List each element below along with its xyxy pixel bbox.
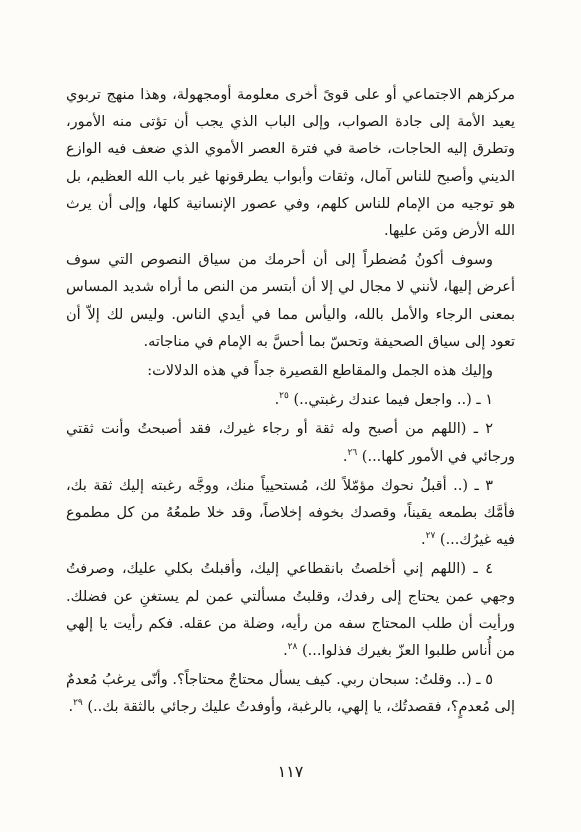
quote-item-3: ٣ ـ (.. أقبلُ نحوك مؤمّلاً لك، مُستحيياً منك، ووجَّه رغبته إليك ثقة بك، فأمَّك بطمعه يقيناً، وقصدك بخوفه إخلاصاً، وقد خلا طمعُهُ من كل مطموع فيه غيرُك...) $^{٢٧}$. — [66, 477, 515, 549]
footnote-marker: ٢٥ — [279, 391, 289, 402]
paragraph-text: وإليك هذه الجمل والمقاطع القصيرة جداً في هذه الدلالات: — [147, 363, 493, 380]
quote-text: ٣ ـ (.. أقبلُ نحوك مؤمّلاً لك، مُستحيياً منك، ووجَّه رغبته إليك ثقة بك، فأمَّك بطمعه يقيناً، وقصدك بخوفه إخلاصاً، وقد خلا طمعُهُ من كل مطموع فيه غيرُك...) — [66, 477, 515, 549]
quote-text: ٤ ـ (اللهم إني أخلصتُ بانقطاعي إليك، وأقبلتُ بكلي عليك، وصرفتُ وجهي عمن يحتاج إلى رفدك، وقلبتُ مسألتي عمن لم يستغنِ عن فضلك. ورأيت أن طلب المحتاج سفه من رأيه، وضلة من عقله. فكم رأيت يا إلهي من أُناس طلبوا العزّ بغيرك فذلوا...) — [66, 561, 515, 660]
quote-text: ٢ ـ (اللهم من أصبح وله ثقة أو رجاء غيرك، فقد أصبحتُ وأنت ثقتي ورجائي في الأمور كلها...) — [66, 421, 515, 465]
quote-item-2: ٢ ـ (اللهم من أصبح وله ثقة أو رجاء غيرك، فقد أصبحتُ وأنت ثقتي ورجائي في الأمور كلها...) $^{٢٦}$. — [66, 421, 515, 465]
paragraph-lead-in — [66, 358, 515, 385]
quote-text: ٥ ـ (.. وقلتُ: سبحان ربي. كيف يسأل محتاجٌ محتاجاً؟. وأنّى يرغبُ مُعدمٌ إلى مُعدمٍ؟، فقصدتُك، يا إلهي، بالرغبة، وأوفدتُ عليك رجائي بالثقة بك..) — [66, 672, 515, 716]
quote-item-1: ١ ـ (.. واجعل فيما عندك رغبتي..) $^{٢٥}$. — [274, 391, 493, 409]
footnote-marker: ٢٦ — [347, 447, 358, 458]
footnote-marker: ٢٧ — [425, 531, 436, 542]
paragraph-intro — [66, 82, 515, 245]
footnote-marker: ٢٩ — [73, 698, 83, 709]
page-number: ١١٧ — [277, 762, 304, 781]
paragraph-text: مركزهم الاجتماعي أو على قوىً أخرى معلومة أومجهولة، وهذا منهج تربوي يعيد الأمة إلى جادة الصواب، وإلى الباب الذي يجب أن تؤتى منه الأمور، وتطرق إليه الحاجات، خاصة في فترة العصر الأموي الذي ضعف فيه الوازع الديني وأصبح للناس آمال، وثقات وأبواب يطرقونها غير باب الله العظيم، بل هو توجيه من الإمام للناس كلهم، وفي عصور الإنسانية كلها، وإلى أن يرث الله الأرض ومَن عليها. — [66, 87, 515, 240]
quote-item-5: ٥ ـ (.. وقلتُ: سبحان ربي. كيف يسأل محتاجٌ محتاجاً؟. وأنّى يرغبُ مُعدمٌ إلى مُعدمٍ؟، فقصدتُك، يا إلهي، بالرغبة، وأوفدتُ عليك رجائي بالثقة بك..) $^{٢٩}$. — [66, 672, 515, 716]
paragraph-text: وسوف أكونُ مُضطراً إلى أن أحرمك من سياق النصوص التي سوف أعرض إليها، لأنني لا مجال لي إلا أن أبتسر من النص ما أراه شديد المساس بمعنى الرجاء والأمل بالله، واليأس مما في أيدي الناس. وليس لك إلاّ أن تعود إلى سياق الصحيفة وتحسّ بما أحسَّ به الإمام في مناجاته. — [66, 252, 515, 350]
paragraph-author-note — [66, 247, 515, 356]
footnote-marker: ٢٨ — [287, 642, 298, 653]
quote-item-4: ٤ ـ (اللهم إني أخلصتُ بانقطاعي إليك، وأقبلتُ بكلي عليك، وصرفتُ وجهي عمن يحتاج إلى رفدك، وقلبتُ مسألتي عمن لم يستغنِ عن فضلك. ورأيت أن طلب المحتاج سفه من رأيه، وضلة من عقله. فكم رأيت يا إلهي من أُناس طلبوا العزّ بغيرك فذلوا...) $^{٢٨}$. — [66, 561, 515, 660]
quote-text: ١ ـ (.. واجعل فيما عندك رغبتي..) — [293, 392, 493, 409]
